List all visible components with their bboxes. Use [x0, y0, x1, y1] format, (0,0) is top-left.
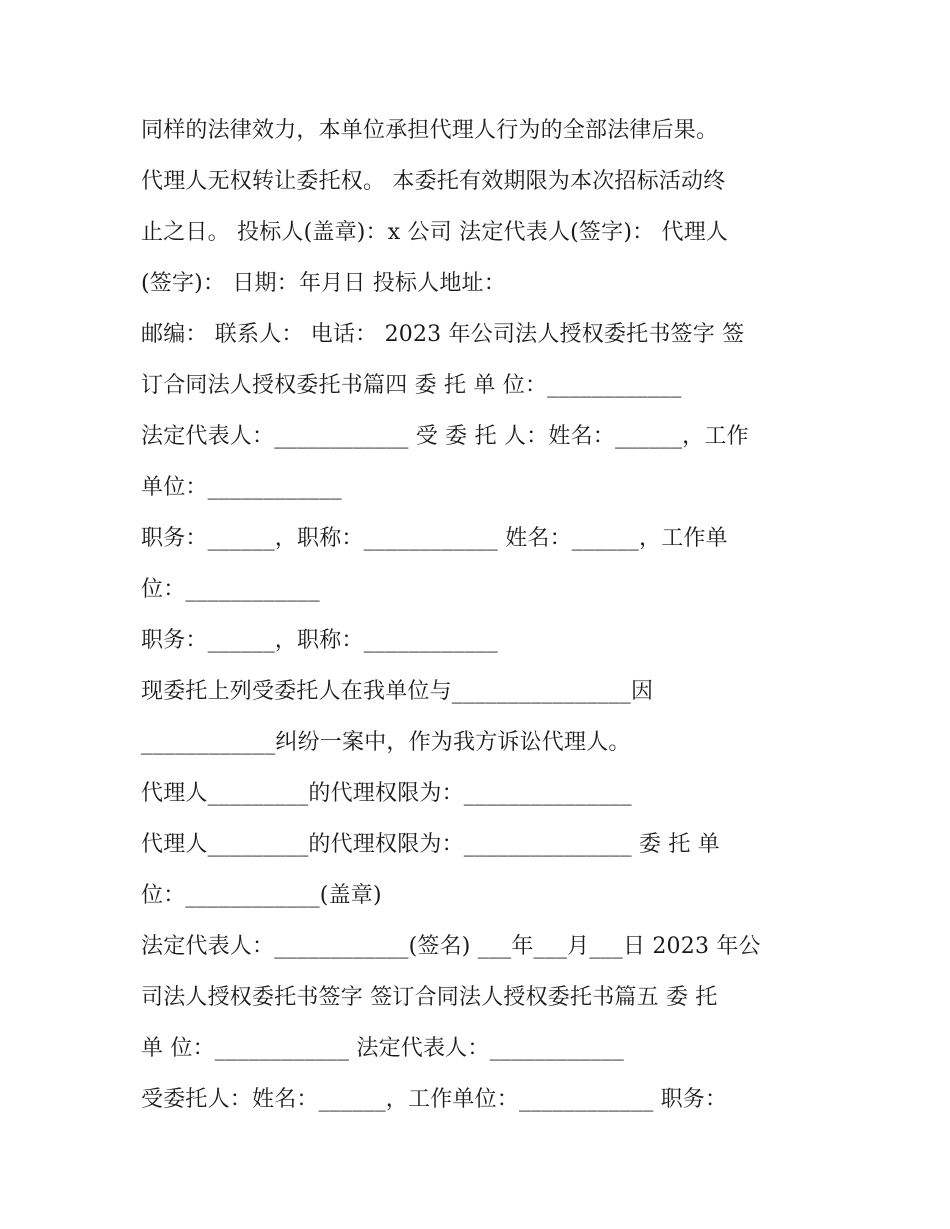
- text-line: 位：____________: [141, 577, 320, 602]
- document-body: [141, 105, 821, 1125]
- text-line: 代理人_________的代理权限为：_______________ 委 托 单: [141, 832, 720, 857]
- text-line: 法定代表人：____________ 受 委 托 人：姓名：______，工作: [141, 424, 749, 449]
- text-line: 代理人无权转让委托权。 本委托有效期限为本次招标活动终: [141, 169, 726, 194]
- text-line: 单 位：____________ 法定代表人：____________: [141, 1036, 624, 1061]
- text-line: 止之日。 投标人(盖章)：x 公司 法定代表人(签字)： 代理人: [141, 220, 729, 245]
- text-line: 司法人授权委托书签字 签订合同法人授权委托书篇五 委 托: [141, 985, 718, 1010]
- text-line: 同样的法律效力，本单位承担代理人行为的全部法律后果。: [141, 118, 719, 143]
- text-line: (签字)： 日期：年月日 投标人地址：: [141, 271, 506, 296]
- text-line: ____________纠纷一案中，作为我方诉讼代理人。: [141, 730, 631, 755]
- text-line: 职务：______，职称：____________ 姓名：______，工作单: [141, 526, 728, 551]
- text-line: 法定代表人：____________(签名) ___年___月___日 2023 年公: [141, 934, 761, 959]
- text-line: 代理人_________的代理权限为：_______________: [141, 781, 632, 806]
- text-line: 邮编： 联系人： 电话： 2023 年公司法人授权委托书签字 签: [141, 322, 745, 347]
- text-line: 订合同法人授权委托书篇四 委 托 单 位：____________: [141, 373, 682, 398]
- text-line: 现委托上列受委托人在我单位与________________因: [141, 679, 654, 704]
- text-line: 位：____________(盖章): [141, 883, 382, 908]
- text-line: 受委托人：姓名：______，工作单位：____________ 职务：: [141, 1087, 728, 1112]
- text-line: 职务：______，职称：____________: [141, 628, 499, 653]
- text-line: 单位：____________: [141, 475, 343, 500]
